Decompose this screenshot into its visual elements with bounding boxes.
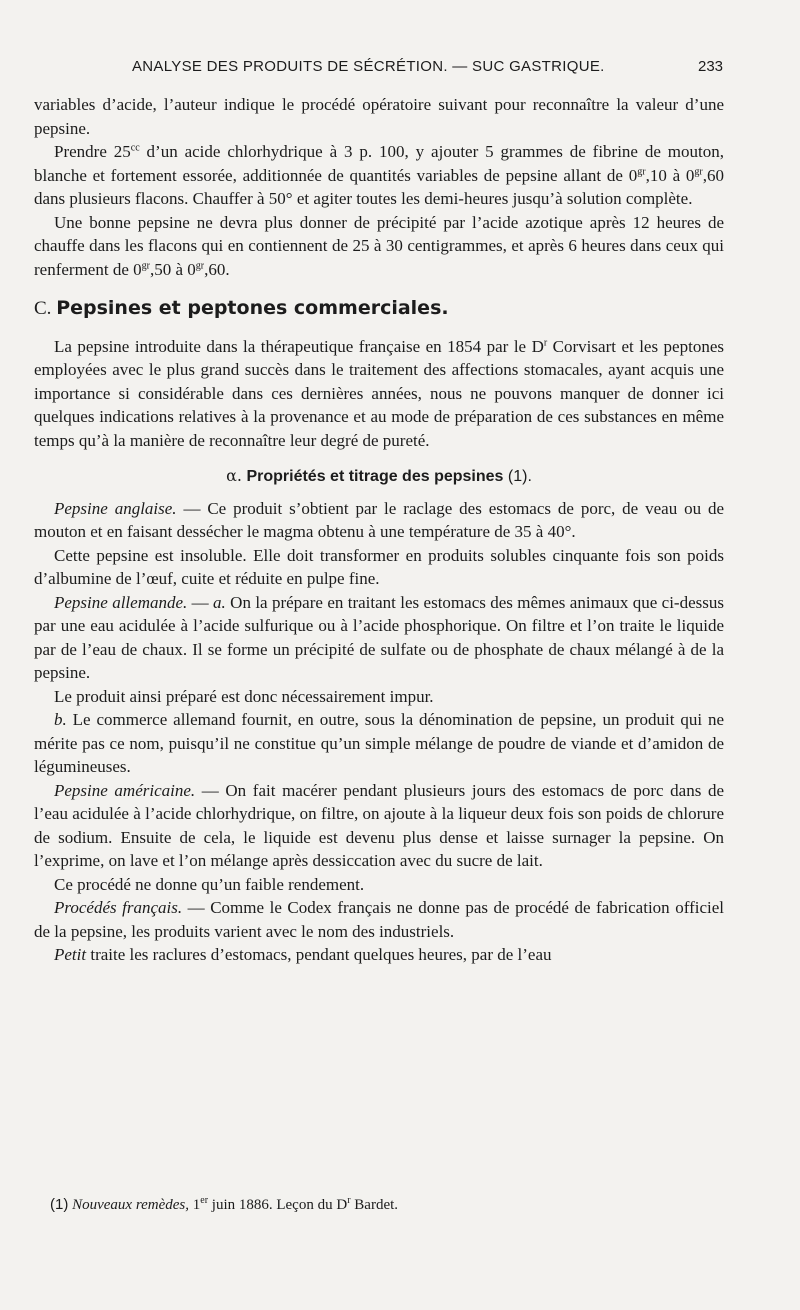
section-heading-c: C. Pepsines et peptones commerciales.: [34, 297, 449, 319]
footnote: (1) Nouveaux remèdes, 1er juin 1886. Leçon du $D^r$ Bardet.: [50, 1195, 399, 1213]
footnote-reference: (1).: [507, 468, 532, 485]
page-number: 233: [698, 58, 724, 75]
paragraph-french-process: Procédés français. — Comme le Codex français ne donne pas de procédé de fabrication officiel de la pepsine, les produits varient avec le nom des industriels.: [34, 898, 724, 941]
paragraph-german-b: b. Le commerce allemand fournit, en outre, sous la dénomination de pepsine, un produit qui ne mérite pas ce nom, puisqu’il ne constitue qu’un simple mélange de poudre de viande et d’amidon de légumineuses.: [34, 710, 724, 776]
paragraph-german-pepsin: Pepsine allemande. — a. On la prépare en traitant les estomacs des mêmes animaux que ci-dessus par une eau acidulée à l’acide sulfurique ou à l’acide phosphorique. On filtre et l’on traite le liquide par de l’eau de chaux. Il se forme un précipité de sulfate ou de phosphate de chaux mélangé à de la pepsine.: [34, 592, 724, 682]
paragraph-good-pepsin: Une bonne pepsine ne devra plus donner de précipité par l’acide azotique après 12 heures de chauffe dans les flacons qui en contiennent de 25 à 30 centigrammes, et après 6 heures dans ceux qui renferment de $0^{gr},50$ à $0^{gr},60$.: [34, 212, 724, 279]
paragraph-impure: Le produit ainsi préparé est donc nécessairement impur.: [54, 686, 434, 706]
paragraph-procedure: Prendre $25^{cc}$ d’un acide chlorhydrique à 3 p. 100, y ajouter 5 grammes de fibrine de mouton, blanche et fortement essorée, additionnée de quantités variables de pepsine allant de $0^{gr},10$ à $0^{gr},60$ dans plusieurs flacons. Chauffer à 50° et agiter toutes les demi-heures jusqu’à solution complète.: [34, 142, 725, 208]
paragraph-petit: Petit traite les raclures d’estomacs, pendant quelques heures, par de l’eau: [54, 945, 552, 964]
paragraph-low-yield: Ce procédé ne donne qu’un faible rendement.: [54, 874, 365, 894]
paragraph-english-pepsin: Pepsine anglaise. — Ce produit s’obtient par le raclage des estomacs de porc, de veau ou de mouton et en faisant dessécher le magma obtenu à une température de 35 à 40°.: [34, 498, 725, 541]
paragraph-introduction: La pepsine introduite dans la thérapeutique française en 1854 par le $D^r$ Corvisart et les peptones employées avec le plus grand succès dans le traitement des affections stomacales, ayant acquis une importance si considérable dans ces dernières années, nous ne pouvons manquer de donner ici quelques indications relatives à la provenance et au mode de préparation de ces substances en même temps qu’à la manière de reconnaître leur degré de pureté.: [34, 336, 724, 450]
footnote-mark: (1): [50, 1196, 69, 1213]
page-body: [34, 93, 724, 967]
paragraph-continuation: variables d’acide, l’auteur indique le procédé opératoire suivant pour reconnaître la valeur d’une pepsine.: [34, 95, 724, 138]
running-header: [0, 58, 800, 82]
paragraph-american-pepsin: Pepsine américaine. — On fait macérer pendant plusieurs jours des estomacs de porc dans de l’eau acidulée à l’acide chlorhydrique, on filtre, on ajoute à la liqueur deux fois son poids de chlorure de sodium. Ensuite de cela, le liquide est devenu plus dense et laisse surnager la pepsine. On l’exprime, on lave et l’on mélange après dessiccation avec du sucre de lait.: [34, 780, 724, 870]
paragraph-insoluble: Cette pepsine est insoluble. Elle doit transformer en produits solubles cinquante fois son poids d’albumine de l’œuf, cuite et réduite en pulpe fine.: [34, 545, 724, 588]
running-title: ANALYSE DES PRODUITS DE SÉCRÉTION. — SUC GASTRIQUE.: [132, 58, 605, 75]
subsection-heading-alpha: α. Propriétés et titrage des pepsines (1).: [226, 466, 532, 485]
